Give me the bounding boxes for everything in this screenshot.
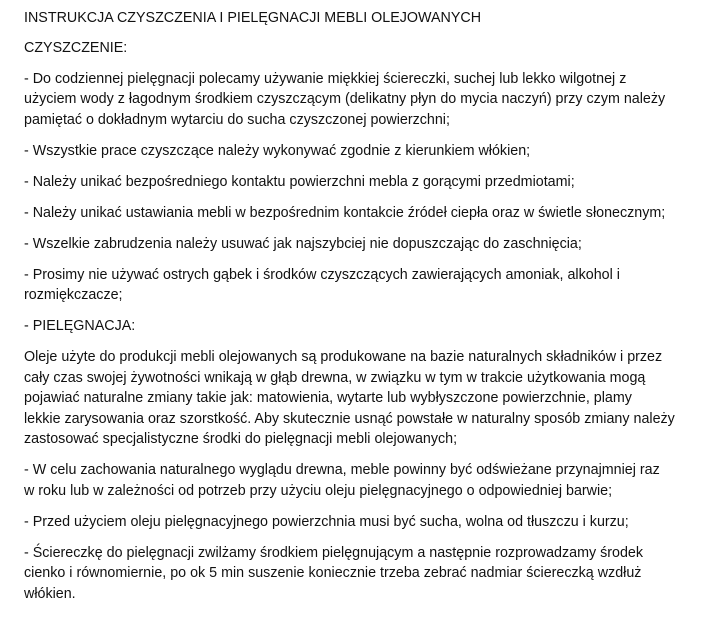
cleaning-instructions-list [24, 69, 698, 306]
cleaning-paragraph [24, 69, 698, 131]
text-line: - Przed użyciem oleju pielęgnacyjnego powierzchnia musi być sucha, wolna od tłuszczu i kurzu; [24, 513, 629, 530]
text-line: - Wszelkie zabrudzenia należy usuwać jak najszybciej nie dopuszczając do zaschnięcia; [24, 235, 582, 252]
cleaning-paragraph [24, 265, 698, 306]
care-paragraph [24, 512, 698, 533]
text-line: - W celu zachowania naturalnego wyglądu drewna, meble powinny być odświeżane przynajmniej raz [24, 462, 660, 478]
cleaning-heading: CZYSZCZENIE: [24, 39, 128, 56]
text-line: cienko i równomiernie, po ok 5 min suszenie koniecznie trzeba zebrać nadmiar ściereczką wzdłuż [24, 565, 642, 581]
instruction-document [24, 8, 698, 615]
text-line: - Prosimy nie używać ostrych gąbek i środków czyszczących zawierających amoniak, alkohol i [24, 266, 620, 283]
text-line: użyciem wody z łagodnym środkiem czyszczącym (delikatny płyn do mycia naczyń) przy czym należy [24, 91, 666, 107]
text-line: lekkie zarysowania oraz szorstkość. Aby skutecznie usnąć powstałe w naturalny sposób zmiany należy [24, 410, 675, 427]
text-line: - Do codziennej pielęgnacji polecamy używanie miękkiej ściereczki, suchej lub lekko wilgotnej z [24, 70, 627, 87]
text-line: włókien. [24, 585, 76, 602]
care-heading: - PIELĘGNACJA: [24, 318, 136, 334]
text-line: rozmiękczacze; [24, 287, 123, 303]
text-line: - Należy unikać bezpośredniego kontaktu powierzchni mebla z gorącymi przedmiotami; [24, 173, 575, 190]
text-line: pojawiać naturalne zmiany takie jak: matowienia, wytarte lub wybłyszczone powierzchnie, plamy [24, 390, 632, 406]
text-line: w roku lub w zależności od potrzeb przy użyciu oleju pielęgnacyjnego o odpowiedniej barwie; [24, 482, 613, 499]
care-paragraph [24, 347, 698, 450]
care-paragraph [24, 543, 698, 605]
text-line: - Należy unikać ustawiania mebli w bezpośrednim kontakcie źródeł ciepła oraz w świetle słonecznym; [24, 204, 666, 221]
care-instructions-list [24, 347, 698, 604]
document-title: INSTRUKCJA CZYSZCZENIA I PIELĘGNACJI MEBLI OLEJOWANYCH [24, 10, 482, 26]
text-line: pamiętać o dokładnym wytarciu do sucha czyszczonej powierzchni; [24, 111, 450, 128]
text-line: Oleje użyte do produkcji mebli olejowanych są produkowane na bazie naturalnych składników i przez [24, 349, 663, 365]
cleaning-paragraph [24, 203, 698, 224]
cleaning-paragraph [24, 172, 698, 193]
cleaning-paragraph [24, 234, 698, 255]
text-line: zastosować specjalistyczne środki do pielęgnacji mebli olejowanych; [24, 431, 458, 447]
cleaning-paragraph [24, 141, 698, 162]
care-paragraph [24, 460, 698, 501]
text-line: cały czas swojej żywotności wnikają w głąb drewna, w związku w tym w trakcie użytkowania mogą [24, 369, 646, 386]
text-line: - Ściereczkę do pielęgnacji zwilżamy środkiem pielęgnującym a następnie rozprowadzamy środek [24, 544, 644, 561]
text-line: - Wszystkie prace czyszczące należy wykonywać zgodnie z kierunkiem włókien; [24, 142, 531, 159]
